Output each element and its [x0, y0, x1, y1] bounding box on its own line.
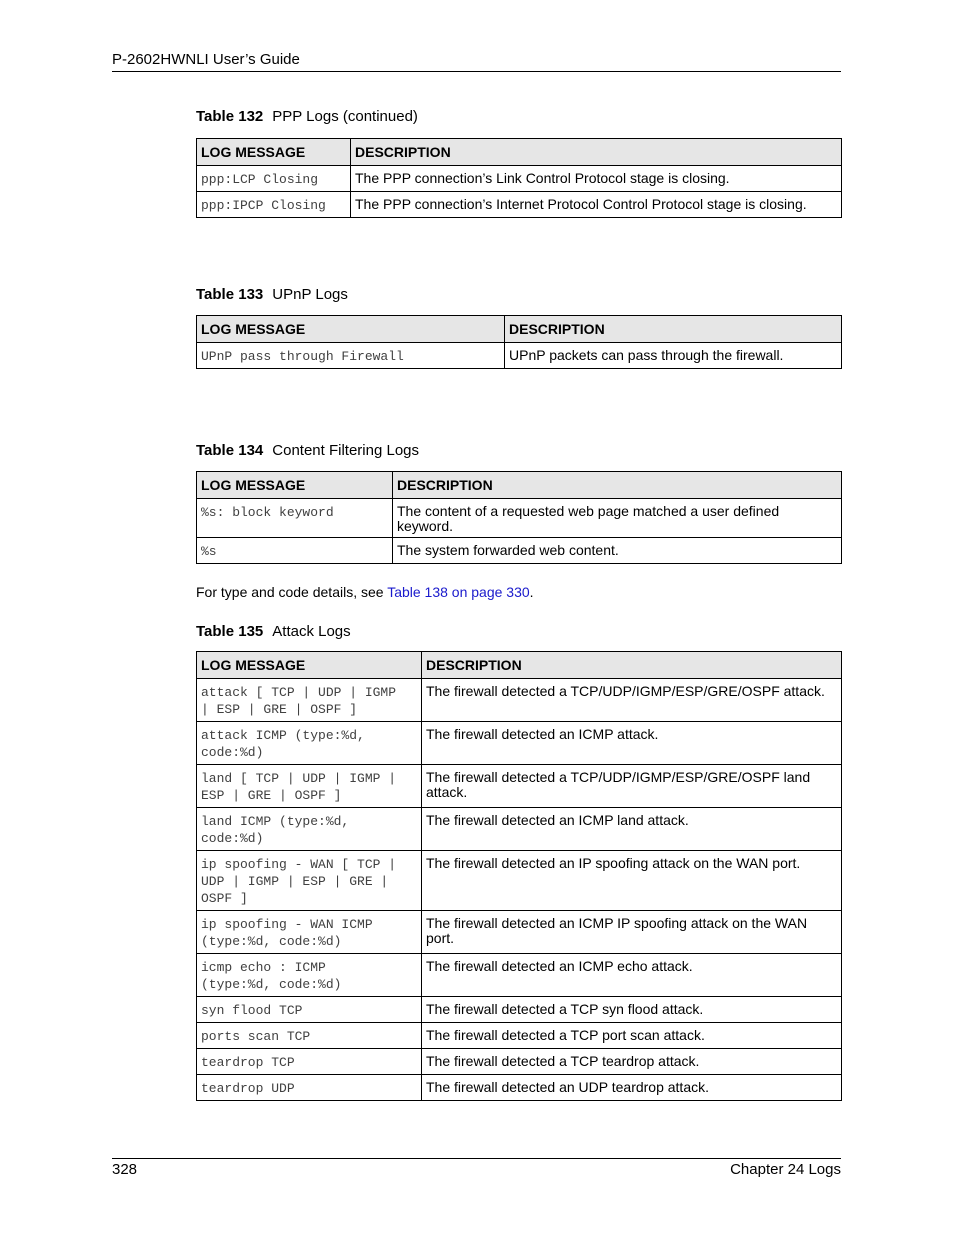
table-row	[197, 954, 842, 997]
table-135-caption	[196, 623, 351, 640]
table-132-label: Table 132	[196, 108, 264, 125]
table-row	[197, 851, 842, 911]
chapter-title: Chapter 24 Logs	[730, 1161, 841, 1178]
table-133-title: UPnP Logs	[272, 286, 348, 303]
table-header-row	[197, 139, 842, 166]
table-134-caption	[196, 442, 419, 459]
table-header-row	[197, 652, 842, 679]
table-row	[197, 1023, 842, 1049]
table-header-row	[197, 316, 842, 343]
table-134-title: Content Filtering Logs	[272, 442, 420, 459]
log-message-cell: ppp:LCP Closing	[197, 166, 351, 192]
table-135	[196, 651, 842, 1101]
log-message-cell: syn flood TCP	[197, 997, 422, 1023]
table-132-caption	[196, 108, 418, 125]
table-row	[197, 192, 842, 218]
table-header-row	[197, 472, 842, 499]
log-message-cell: attack [ TCP | UDP | IGMP | ESP | GRE | OSPF ]	[197, 679, 422, 722]
column-header-description: DESCRIPTION	[422, 652, 842, 679]
table-row	[197, 499, 842, 538]
description-cell: UPnP packets can pass through the firewall.	[505, 343, 842, 369]
table-134-label: Table 134	[196, 442, 264, 459]
note-suffix: .	[529, 584, 534, 600]
table-row	[197, 722, 842, 765]
description-cell: The firewall detected a TCP syn flood attack.	[422, 997, 842, 1023]
log-message-cell: %s	[197, 538, 393, 564]
log-message-cell: UPnP pass through Firewall	[197, 343, 505, 369]
description-cell: The firewall detected an ICMP IP spoofing attack on the WAN port.	[422, 911, 842, 954]
log-message-cell: ports scan TCP	[197, 1023, 422, 1049]
table-row	[197, 808, 842, 851]
log-message-cell: icmp echo : ICMP (type:%d, code:%d)	[197, 954, 422, 997]
log-message-cell: land ICMP (type:%d, code:%d)	[197, 808, 422, 851]
table-row	[197, 679, 842, 722]
table-row	[197, 997, 842, 1023]
table-row	[197, 343, 842, 369]
column-header-log-message: LOG MESSAGE	[197, 139, 351, 166]
description-cell: The PPP connection’s Link Control Protocol stage is closing.	[351, 166, 842, 192]
description-cell: The firewall detected a TCP/UDP/IGMP/ESP/GRE/OSPF attack.	[422, 679, 842, 722]
table-133-label: Table 133	[196, 286, 264, 303]
table-133	[196, 315, 842, 369]
description-cell: The firewall detected an ICMP land attack.	[422, 808, 842, 851]
table-133-caption	[196, 286, 348, 303]
column-header-log-message: LOG MESSAGE	[197, 472, 393, 499]
description-cell: The PPP connection’s Internet Protocol Control Protocol stage is closing.	[351, 192, 842, 218]
description-cell: The system forwarded web content.	[393, 538, 842, 564]
description-cell: The firewall detected an IP spoofing attack on the WAN port.	[422, 851, 842, 911]
log-message-cell: ppp:IPCP Closing	[197, 192, 351, 218]
column-header-description: DESCRIPTION	[351, 139, 842, 166]
header-divider	[112, 71, 841, 72]
table-132	[196, 138, 842, 218]
table-row	[197, 1075, 842, 1101]
description-cell: The firewall detected a TCP teardrop attack.	[422, 1049, 842, 1075]
table-row	[197, 166, 842, 192]
description-cell: The firewall detected an ICMP attack.	[422, 722, 842, 765]
table-138-link[interactable]: Table 138 on page 330	[387, 584, 530, 600]
column-header-log-message: LOG MESSAGE	[197, 652, 422, 679]
table-132-title: PPP Logs (continued)	[272, 108, 418, 125]
table-row	[197, 538, 842, 564]
log-message-cell: attack ICMP (type:%d, code:%d)	[197, 722, 422, 765]
column-header-description: DESCRIPTION	[505, 316, 842, 343]
table-row	[197, 911, 842, 954]
log-message-cell: teardrop UDP	[197, 1075, 422, 1101]
table-row	[197, 1049, 842, 1075]
description-cell: The firewall detected a TCP/UDP/IGMP/ESP/GRE/OSPF land attack.	[422, 765, 842, 808]
column-header-description: DESCRIPTION	[393, 472, 842, 499]
log-message-cell: %s: block keyword	[197, 499, 393, 538]
log-message-cell: ip spoofing - WAN ICMP (type:%d, code:%d)	[197, 911, 422, 954]
page-number: 328	[112, 1161, 138, 1178]
column-header-log-message: LOG MESSAGE	[197, 316, 505, 343]
table-row	[197, 765, 842, 808]
running-header: P-2602HWNLI User’s Guide	[112, 51, 300, 68]
table-135-title: Attack Logs	[272, 623, 351, 640]
footer-divider	[112, 1158, 841, 1159]
table-134	[196, 471, 842, 564]
log-message-cell: ip spoofing - WAN [ TCP | UDP | IGMP | ESP | GRE | OSPF ]	[197, 851, 422, 911]
cross-reference-note	[196, 584, 534, 600]
table-135-label: Table 135	[196, 623, 264, 640]
description-cell: The firewall detected an ICMP echo attack.	[422, 954, 842, 997]
log-message-cell: teardrop TCP	[197, 1049, 422, 1075]
log-message-cell: land [ TCP | UDP | IGMP | ESP | GRE | OSPF ]	[197, 765, 422, 808]
note-prefix: For type and code details, see	[196, 584, 388, 600]
description-cell: The firewall detected an UDP teardrop attack.	[422, 1075, 842, 1101]
description-cell: The content of a requested web page matched a user defined keyword.	[393, 499, 842, 538]
description-cell: The firewall detected a TCP port scan attack.	[422, 1023, 842, 1049]
